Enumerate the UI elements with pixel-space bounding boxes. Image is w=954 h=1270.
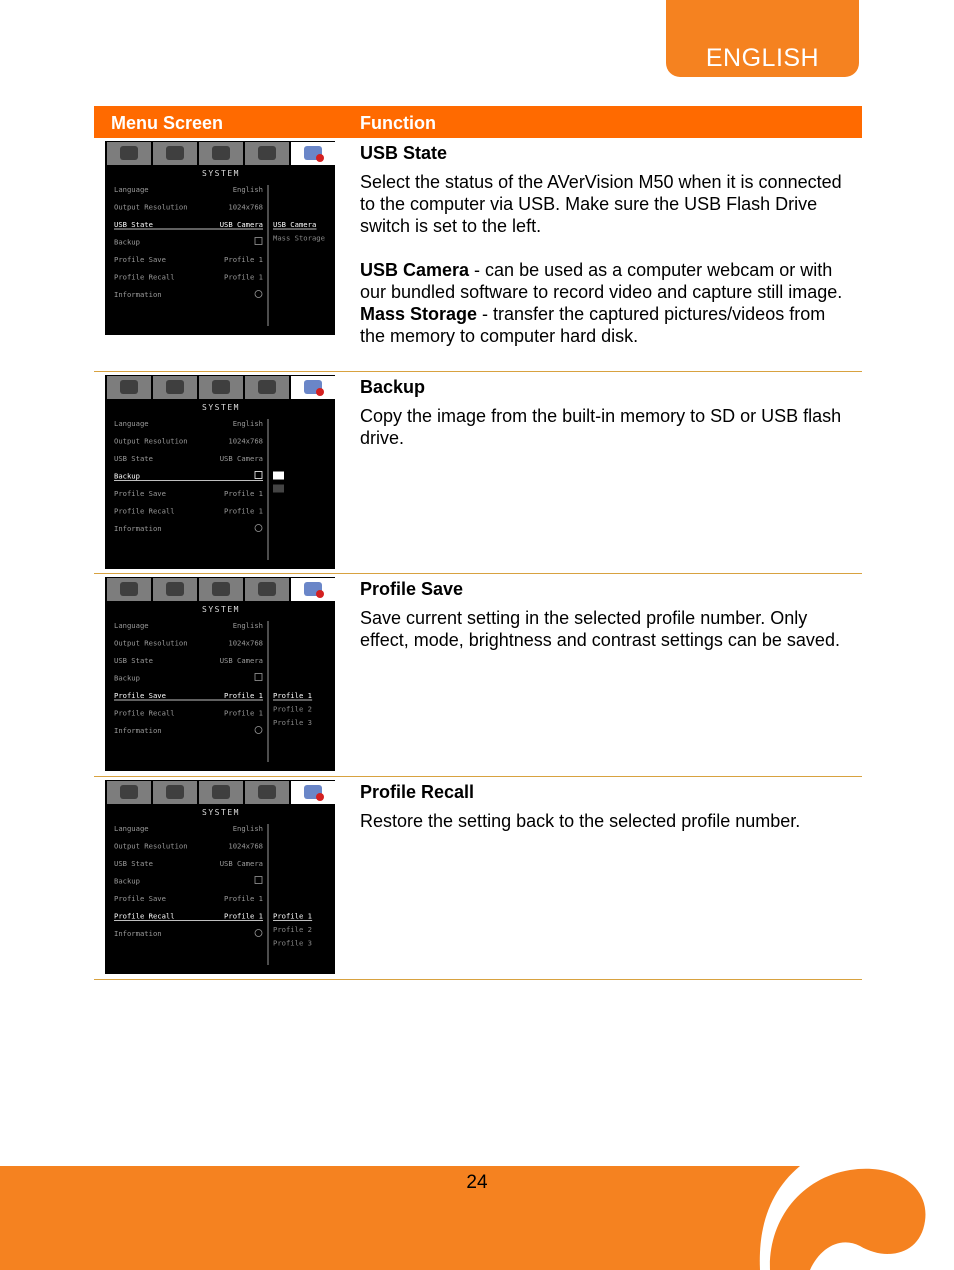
osd-submenu-item: Profile 1 (273, 691, 312, 700)
osd-menu-value: Profile 1 (224, 489, 263, 498)
osd-menu-value: USB Camera (219, 859, 263, 868)
function-text-profile-recall (360, 781, 850, 832)
osd-menu-value: English (232, 185, 263, 194)
tools-tab-icon (199, 578, 243, 601)
osd-menu-label: Information (114, 929, 162, 938)
osd-menu-value: Profile 1 (224, 272, 263, 282)
osd-menu-label: Profile Save (114, 691, 166, 700)
osd-menu-value: Profile 1 (224, 708, 263, 718)
column-header-menu-screen: Menu Screen (111, 113, 224, 133)
osd-menu-label: Backup (114, 471, 140, 481)
osd-menu-value: USB Camera (219, 454, 263, 463)
osd-menu-label: Profile Recall (114, 911, 175, 921)
tools-tab-icon (199, 781, 243, 804)
camera-tab-icon (107, 781, 151, 804)
function-text-profile-save (360, 578, 850, 651)
osd-menu-label: Output Resolution (114, 202, 188, 212)
osd-menu-label: Profile Save (114, 255, 166, 264)
osd-title: SYSTEM (202, 605, 240, 614)
function-title: USB State (360, 143, 448, 163)
settings-tab-icon (245, 376, 289, 399)
language-tab-label: ENGLISH (705, 44, 820, 72)
table-row-profile-recall (94, 777, 862, 980)
camera-tab-icon (107, 142, 151, 165)
osd-menu-label: Language (114, 824, 149, 833)
osd-menu-label: Output Resolution (114, 436, 188, 446)
osd-menu-label: Language (114, 419, 149, 428)
osd-menu-value: English (232, 419, 263, 428)
table-header (94, 106, 862, 138)
function-text-usb-state (360, 142, 850, 347)
osd-menu-label: USB State (114, 656, 153, 665)
function-title: Profile Recall (360, 782, 475, 802)
settings-tab-icon (245, 781, 289, 804)
page-number: 24 (466, 1172, 488, 1193)
osd-menu-value: Profile 1 (224, 691, 263, 700)
osd-menu-label: Profile Save (114, 894, 166, 903)
option-term: USB Camera (360, 260, 470, 280)
display-tab-icon (153, 376, 197, 399)
osd-menu-label: Output Resolution (114, 638, 188, 648)
osd-submenu-item: Profile 1 (273, 911, 312, 921)
menu-function-table (94, 106, 862, 980)
settings-tab-icon (245, 142, 289, 165)
option-term: Mass Storage (360, 304, 478, 324)
language-tab (666, 0, 859, 77)
osd-menu-label: Profile Recall (114, 708, 175, 718)
osd-title: SYSTEM (202, 808, 240, 817)
osd-submenu-item: Profile 3 (273, 938, 312, 948)
osd-menu-label: Profile Recall (114, 506, 175, 516)
option-description: - transfer the captured pictures/videos from the memory to computer hard disk. (360, 304, 826, 346)
osd-menu-label: Backup (114, 237, 140, 247)
osd-menu-label: Output Resolution (114, 841, 188, 851)
function-title: Profile Save (360, 579, 464, 599)
tools-tab-icon (199, 376, 243, 399)
osd-menu-label: Information (114, 726, 162, 735)
system-tab-icon (291, 376, 335, 399)
menu-screenshot-usb-state (105, 141, 335, 335)
column-header-function: Function (360, 113, 436, 133)
osd-menu-value: 1024x768 (228, 841, 263, 851)
system-tab-icon (291, 142, 335, 165)
osd-menu-value: English (232, 824, 263, 833)
osd-submenu-item: Profile 3 (273, 718, 312, 727)
osd-submenu-item: Profile 2 (273, 925, 312, 934)
camera-tab-icon (107, 578, 151, 601)
osd-submenu-item: Profile 2 (273, 704, 312, 714)
menu-screenshot-profile-save (105, 577, 335, 771)
osd-menu-label: Backup (114, 673, 140, 683)
osd-menu-value: 1024x768 (228, 638, 263, 648)
osd-menu-value: Profile 1 (224, 506, 263, 516)
osd-menu-label: USB State (114, 859, 153, 868)
system-tab-icon (291, 578, 335, 601)
osd-menu-label: Information (114, 524, 162, 533)
settings-tab-icon (245, 578, 289, 601)
function-description: Copy the image from the built-in memory to SD or USB flash drive. (360, 406, 842, 448)
osd-menu-label: Profile Recall (114, 272, 175, 282)
function-description: Restore the setting back to the selected profile number. (360, 811, 801, 831)
osd-menu-label: Language (114, 185, 149, 194)
system-tab-icon (291, 781, 335, 804)
osd-menu-value: Profile 1 (224, 911, 263, 921)
option-description: - can be used as a computer webcam or with our bundled software to record video and capture still image. (360, 260, 843, 302)
osd-menu-value: Profile 1 (224, 255, 263, 264)
osd-menu-label: Language (114, 621, 149, 630)
osd-menu-value: USB Camera (219, 220, 263, 229)
osd-title: SYSTEM (202, 169, 240, 178)
osd-menu-value: 1024x768 (228, 436, 263, 446)
display-tab-icon (153, 578, 197, 601)
osd-menu-label: USB State (114, 220, 153, 229)
usb-drive-icon (273, 485, 284, 493)
osd-menu-value: 1024x768 (228, 202, 263, 212)
table-row-backup (94, 372, 862, 574)
function-description: Select the status of the AVerVision M50 when it is connected to the computer via USB. Make sure the USB Flash Drive switch is set to the left. (360, 172, 842, 236)
osd-menu-label: Backup (114, 876, 140, 886)
function-description: Save current setting in the selected profile number. Only effect, mode, brightness and contrast settings can be saved. (360, 608, 840, 650)
table-row-usb-state (94, 138, 862, 372)
menu-screenshot-profile-recall (105, 780, 335, 974)
osd-menu-label: Profile Save (114, 489, 166, 498)
display-tab-icon (153, 142, 197, 165)
osd-menu-value: English (232, 621, 263, 630)
function-option-usb-camera (360, 259, 850, 303)
function-text-backup (360, 376, 850, 449)
tools-tab-icon (199, 142, 243, 165)
function-title: Backup (360, 377, 426, 397)
function-option-mass-storage (360, 303, 850, 347)
osd-menu-value: USB Camera (219, 656, 263, 665)
osd-menu-label: USB State (114, 454, 153, 463)
menu-screenshot-backup (105, 375, 335, 569)
sd-card-icon (273, 472, 284, 480)
osd-menu-value: Profile 1 (224, 894, 263, 903)
table-row-profile-save (94, 574, 862, 777)
osd-title: SYSTEM (202, 403, 240, 412)
display-tab-icon (153, 781, 197, 804)
osd-menu-label: Information (114, 290, 162, 299)
camera-tab-icon (107, 376, 151, 399)
osd-submenu-item: USB Camera (273, 220, 317, 229)
osd-submenu-item: Mass Storage (273, 233, 325, 243)
